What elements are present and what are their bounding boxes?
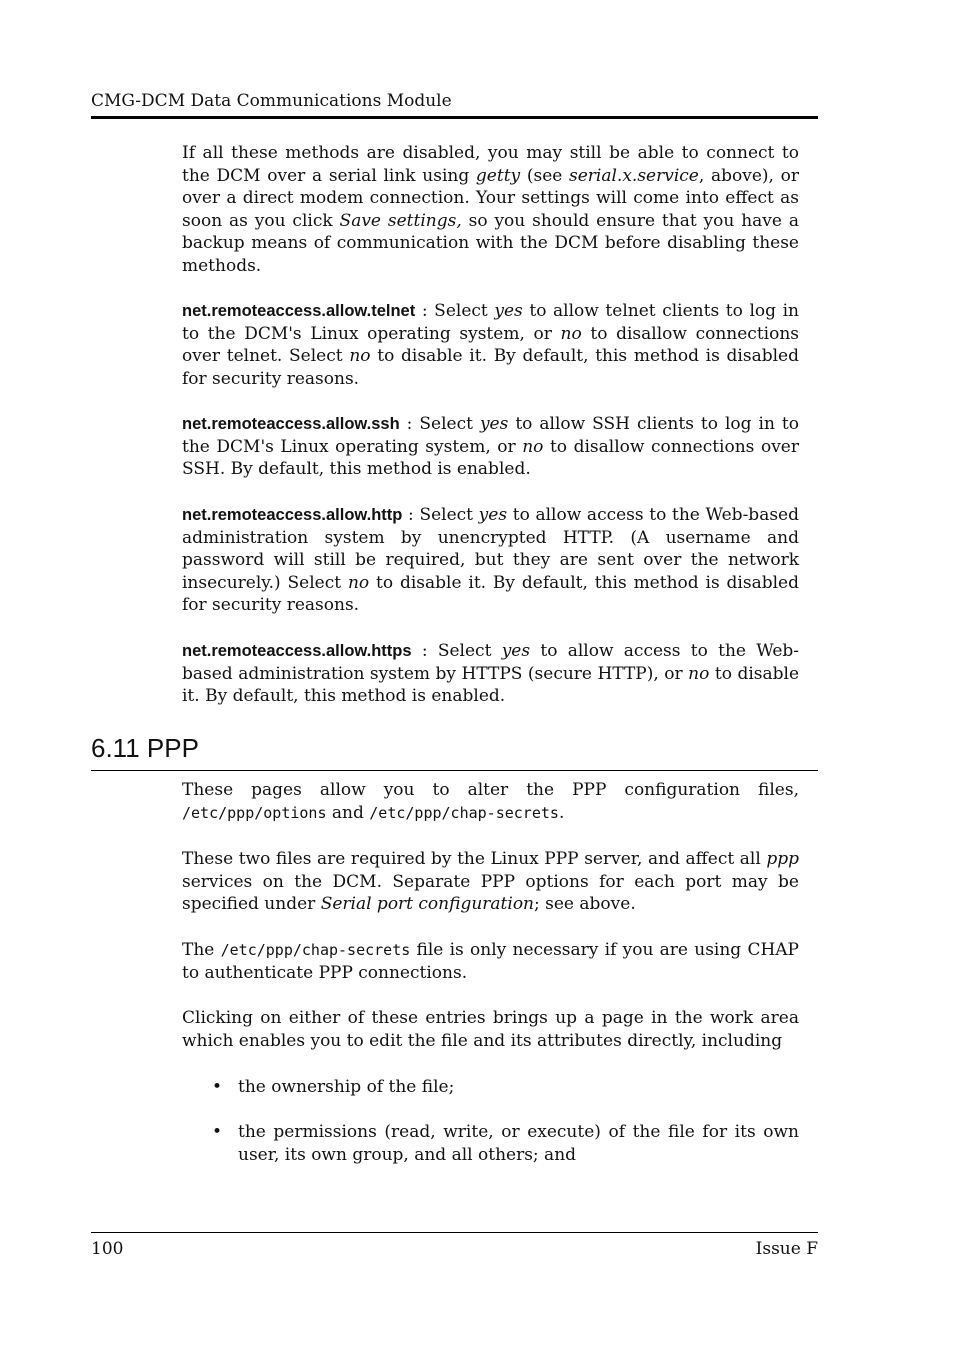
chap-secrets-path: /etc/ppp/chap-secrets [369,803,559,822]
telnet-paragraph: net.remoteaccess.allow.telnet : Select yes to allow telnet clients to log in to the DCM's Linux operating system, or no to disallow connections over telnet. Select no to disable it. By default, this method is disabled for security reasons. [182,301,800,389]
bullet-icon: • [212,1077,223,1097]
serial-service-term: serial.x.service [569,165,699,186]
ssh-term: net.remoteaccess.allow.ssh [182,415,400,433]
serial-port-configuration-term: Serial port configuration [320,894,535,914]
issue-label: Issue F [755,1239,818,1259]
chap-secrets-path: /etc/ppp/chap-secrets [220,941,411,959]
ppp-paragraph-1: These pages allow you to alter the PPP configuration files, /etc/ppp/options and /etc/ppp/chap-secrets. [182,780,799,823]
http-paragraph: net.remoteaccess.allow.http : Select yes to allow access to the Web-based administration system by unencrypted HTTP. (A username and password will still be required, but they are sent over the network insecurely.) Select no to disable it. By default, this method is disabled for security reasons. [182,505,799,615]
header-rule [91,116,818,119]
save-settings-term: Save settings, [339,210,462,231]
getty-term: getty [475,165,521,186]
running-header: CMG-DCM Data Communications Module [91,91,452,111]
ppp-paragraph-4: Clicking on either of these entries brings up a page in the work area which enables you to edit the file and its attributes directly, including [182,1008,799,1051]
https-term: net.remoteaccess.allow.https [182,642,412,660]
page-number: 100 [91,1239,124,1259]
https-paragraph: net.remoteaccess.allow.https : Select yes to allow access to the Web-based administration system by HTTPS (secure HTTP), or no to disable it. By default, this method is enabled. [182,641,800,706]
http-term: net.remoteaccess.allow.http [182,506,403,524]
telnet-term: net.remoteaccess.allow.telnet [182,302,416,320]
ssh-paragraph: net.remoteaccess.allow.ssh : Select yes to allow SSH clients to log in to the DCM's Linux operating system, or no to disallow connections over SSH. By default, this method is enabled. [182,414,799,479]
options-path: /etc/ppp/options [182,803,327,822]
intro-paragraph: If all these methods are disabled, you may still be able to connect to the DCM over a serial link using getty (see serial.x.service, above), or over a direct modem connection. Your settings will come into effect as soon as you click Save settings, so you should ensure that you have a backup means of communication with the DCM before disabling these methods. [182,143,799,276]
section-rule [91,770,818,771]
bullet-icon: • [212,1122,223,1142]
footer-rule [91,1232,818,1233]
section-heading: 6.11 PPP [91,733,199,763]
ppp-paragraph-3: The /etc/ppp/chap-secrets file is only necessary if you are using CHAP to authenticate PPP connections. [182,940,799,983]
ppp-paragraph-2: These two files are required by the Linux PPP server, and affect all ppp services on the DCM. Separate PPP options for each port may be specified under Serial port configuration; see above. [182,849,799,914]
